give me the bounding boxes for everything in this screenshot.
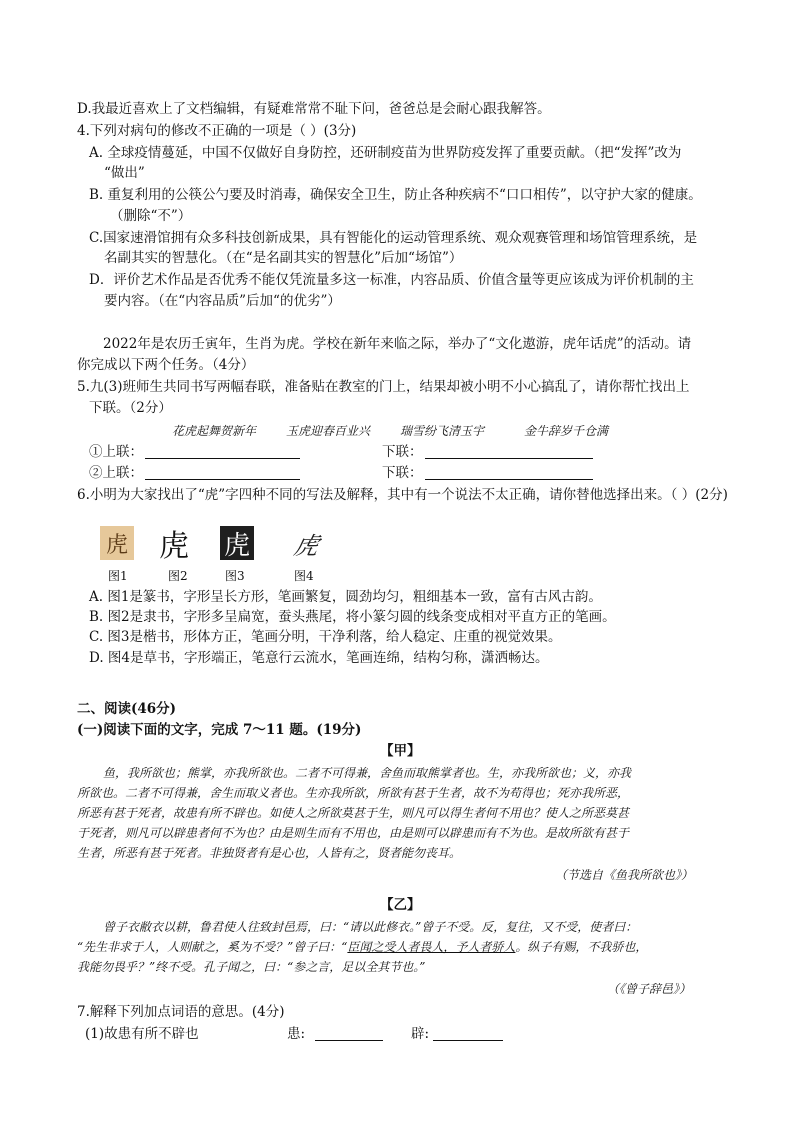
passage-jia-source: （节选自《鱼我所欲也》）	[555, 868, 694, 882]
intro-line1: 2022年是农历壬寅年，生肖为虎。学校在新年来临之际，举办了“文化遨游，虎年话虎”的活动。请	[103, 336, 692, 352]
q4-option-a-line2: “做出”	[104, 165, 145, 181]
q6-option-a: A. 图1是篆书，字形呈长方形，笔画繁复，圆劲均匀，粗细基本一致，富有古风古韵。	[89, 589, 602, 605]
section-2-title: 二、阅读(46分)	[77, 701, 177, 717]
q7-word1-label: 患:	[287, 1026, 306, 1042]
couplet-option: 金牛辞岁千仓满	[524, 424, 609, 438]
passage-jia-title: 【甲】	[380, 743, 421, 759]
q4-option-c-line2: 名副其实的智慧化。（在“是名副其实的智慧化”后加“场馆”）	[104, 250, 463, 266]
q3-option-d: D.我最近喜欢上了文档编辑，有疑难常常不耻下问，爸爸总是会耐心跟我解答。	[77, 101, 551, 117]
passage-jia-line: 所欲也。二者不可得兼，舍生而取义者也。生亦我所欲，所欲有甚于生者，故不为苟得也；死亦我所恶，	[77, 786, 630, 800]
q5-row1-up-label: ①上联：	[89, 444, 143, 460]
couplet-option: 花虎起舞贺新年	[172, 424, 257, 438]
fig3-label: 图3	[225, 569, 245, 583]
passage-jia-line: 于死者，则凡可以辟患者何不为也？由是则生而有不用也，由是则可以辟患而有不为也。是故所欲有甚于	[77, 826, 630, 840]
passage-yi-line: 我能勿畏乎？”终不受。孔子闻之，曰：“参之言，足以全其节也。”	[77, 960, 426, 974]
q6-stem: 6.小明为大家找出了“虎”字四种不同的写法及解释，其中有一个说法不太正确，请你替他选择出来。（ ）(2分)	[77, 487, 728, 503]
tiger-seal-script-image: 虎	[100, 526, 134, 560]
q4-option-b-line1: B. 重复利用的公筷公勺要及时消毒，确保安全卫生，防止各种疾病不“口口相传”，以守护大家的健康。	[89, 187, 702, 203]
q5-stem-line1: 5.九(3)班师生共同书写两幅春联，准备贴在教室的门上，结果却被小明不小心搞乱了，请你帮忙找出上	[77, 379, 690, 395]
q5-stem-line2: 下联。（2分）	[89, 400, 172, 416]
q5-row2-down-label: 下联：	[382, 465, 423, 481]
tiger-clerical-script-image: 虎	[159, 529, 189, 564]
q5-row1-down-label: 下联：	[382, 444, 423, 460]
tiger-regular-script-image: 虎	[220, 526, 254, 560]
q7-word2-label: 辟:	[411, 1026, 430, 1042]
fig4-label: 图4	[294, 569, 314, 583]
fig2-label: 图2	[168, 569, 188, 583]
q4-option-c-line1: C.国家速滑馆拥有众多科技创新成果，具有智能化的运动管理系统、观众观赛管理和场馆管理系统，是	[89, 230, 698, 246]
q4-option-d-line1: D．评价艺术作品是否优秀不能仅凭流量多这一标准，内容品质、价值含量等更应该成为评价机制的主	[89, 272, 694, 288]
q5-row2-up-label: ②上联：	[89, 465, 143, 481]
section-2-subtitle: (一)阅读下面的文字，完成 7～11 题。(19分)	[77, 722, 362, 738]
couplet-option: 玉虎迎春百业兴	[286, 424, 371, 438]
passage-jia-line: 生者，所恶有甚于死者。非独贤者有是心也，人皆有之，贤者能勿丧耳。	[77, 846, 462, 860]
q7-word1-blank[interactable]	[315, 1026, 383, 1041]
tiger-cursive-script-image: 虎	[291, 531, 322, 560]
passage-yi-source: （《曾子辞邑》）	[607, 982, 692, 996]
q4-option-a-line1: A. 全球疫情蔓延，中国不仅做好自身防控，还研制疫苗为世界防疫发挥了重要贡献。（把“发挥”改为	[89, 145, 682, 161]
passage-yi-title: 【乙】	[380, 897, 421, 913]
intro-line2: 你完成以下两个任务。（4分）	[77, 357, 255, 373]
passage-jia-line: 所恶有甚于死者，故患有所不辟也。如使人之所欲莫甚于生，则凡可以得生者何不用也？使人之所恶莫甚	[77, 806, 630, 820]
q4-option-b-line2: （删除“不”）	[110, 208, 192, 224]
q5-row2-up-blank[interactable]	[145, 465, 300, 480]
q7-stem: 7.解释下列加点词语的意思。(4分)	[77, 1004, 285, 1020]
q5-row1-down-blank[interactable]	[425, 444, 593, 459]
q6-option-b: B. 图2是隶书，字形多呈扁宽，蚕头燕尾，将小篆匀圆的线条变成相对平直方正的笔画。	[89, 609, 616, 625]
q4-stem: 4.下列对病句的修改不正确的一项是（ ）(3分)	[77, 123, 357, 139]
q7-item1: (1)故患有所不辟也	[85, 1026, 199, 1042]
fig1-label: 图1	[108, 569, 128, 583]
q6-option-c: C. 图3是楷书，形体方正，笔画分明，干净利落，给人稳定、庄重的视觉效果。	[89, 629, 562, 645]
q5-row2-down-blank[interactable]	[425, 465, 593, 480]
q5-row1-up-blank[interactable]	[145, 444, 300, 459]
passage-jia-line: 鱼，我所欲也；熊掌，亦我所欲也。二者不可得兼，舍鱼而取熊掌者也。生，亦我所欲也；义，亦我	[103, 766, 632, 780]
passage-yi-line: “先生非求于人，人则献之，奚为不受？”曾子曰：“臣闻之受人者畏人，予人者骄人。纵子有赐，不我骄也，	[77, 940, 648, 954]
q6-option-d: D. 图4是草书，字形端正，笔意行云流水，笔画连绵，结构匀称，潇洒畅达。	[89, 650, 549, 666]
passage-yi-line: 曾子衣敝衣以耕，鲁君使人往致封邑焉，曰：“请以此修衣。”曾子不受。反，复往，又不受，使者曰：	[103, 920, 638, 934]
couplet-option: 瑞雪纷飞清玉宇	[400, 424, 485, 438]
q4-option-d-line2: 要内容。（在“内容品质”后加“的优劣”）	[104, 293, 341, 309]
underlined-sentence: 臣闻之受人者畏人，予人者骄人	[347, 940, 516, 954]
q7-word2-blank[interactable]	[433, 1026, 503, 1041]
